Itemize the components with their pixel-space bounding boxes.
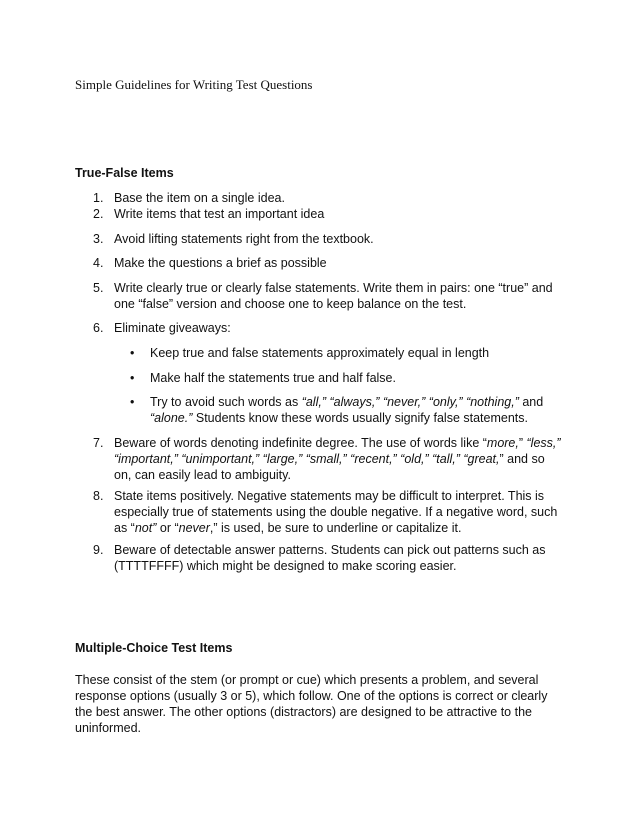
item-number: 6. <box>93 321 104 335</box>
text-run: State items positively. Negative statements may be difficult to interpret. This is especially true of statements using the double negative. If a negative word, such as “ <box>114 489 558 535</box>
item-number: 3. <box>93 232 104 246</box>
item-number: 8. <box>93 489 104 503</box>
italic-run: more, <box>486 436 519 450</box>
bullet-mark: • <box>130 346 135 360</box>
text-run: or “ <box>156 521 179 535</box>
bullet-mark: • <box>130 371 135 385</box>
item-text <box>114 488 563 536</box>
item-text: Eliminate giveaways: <box>114 321 231 335</box>
text-run: Students know these words usually signify false statements. <box>192 411 528 425</box>
item-text <box>114 435 563 483</box>
list-item <box>93 190 563 206</box>
bullet-text <box>150 394 570 426</box>
item-text: Avoid lifting statements right from the textbook. <box>114 232 374 246</box>
text-run: Beware of words denoting indefinite degree. The use of words like “ <box>114 436 487 450</box>
multiple-choice-heading: Multiple-Choice Test Items <box>75 641 233 655</box>
bullet-item <box>130 345 570 361</box>
bullet-text: Make half the statements true and half false. <box>150 371 396 385</box>
italic-run: not” <box>134 521 157 535</box>
italic-run: “less,” “important,” “unimportant,” “large,” “small,” “recent,” “old,” “tall,” “great, <box>114 436 561 466</box>
item-number: 5. <box>93 281 104 295</box>
item-text: Write items that test an important idea <box>114 207 325 221</box>
item-text: Base the item on a single idea. <box>114 191 285 205</box>
italic-run: never <box>178 521 210 535</box>
multiple-choice-paragraph: These consist of the stem (or prompt or cue) which presents a problem, and several response options (usually 3 or 5), which follow. One of the options is correct or clearly the best answer. The other options (distractors) are designed to be attractive to the uninformed. <box>75 673 548 735</box>
list-item <box>93 435 563 483</box>
text-run: ” and so on, can easily lead to ambiguity. <box>114 452 545 482</box>
document-title: Simple Guidelines for Writing Test Questions <box>75 77 313 92</box>
text-run: ,” is used, be sure to underline or capitalize it. <box>209 521 462 535</box>
list-item <box>93 255 563 271</box>
list-item <box>93 542 563 574</box>
list-item <box>93 231 563 247</box>
text-run: and <box>518 395 544 409</box>
bullet-item <box>130 394 570 426</box>
text-run: Try to avoid such words as <box>150 395 302 409</box>
list-item <box>93 206 563 222</box>
italic-run: “all,” “always,” “never,” “only,” “nothing,” <box>301 395 519 409</box>
item-text: Write clearly true or clearly false statements. Write them in pairs: one “true” and one “false” version and choose one to keep balance on the test. <box>114 281 553 311</box>
item-number: 1. <box>93 191 104 205</box>
item-number: 4. <box>93 256 104 270</box>
item-number: 9. <box>93 543 104 557</box>
bullet-text: Keep true and false statements approximately equal in length <box>150 346 490 360</box>
true-false-heading: True-False Items <box>75 166 174 180</box>
item-number: 2. <box>93 207 104 221</box>
bullet-item <box>130 370 570 386</box>
italic-run: “alone.” <box>150 411 193 425</box>
item-text: Make the questions a brief as possible <box>114 256 327 270</box>
list-item <box>93 488 563 536</box>
text-run: ” <box>518 436 527 450</box>
list-item <box>93 320 563 336</box>
item-number: 7. <box>93 436 104 450</box>
bullet-mark: • <box>130 395 135 409</box>
item-text: Beware of detectable answer patterns. Students can pick out patterns such as (TTTTFFFF) which might be designed to make scoring easier. <box>114 543 546 573</box>
list-item <box>93 280 563 312</box>
